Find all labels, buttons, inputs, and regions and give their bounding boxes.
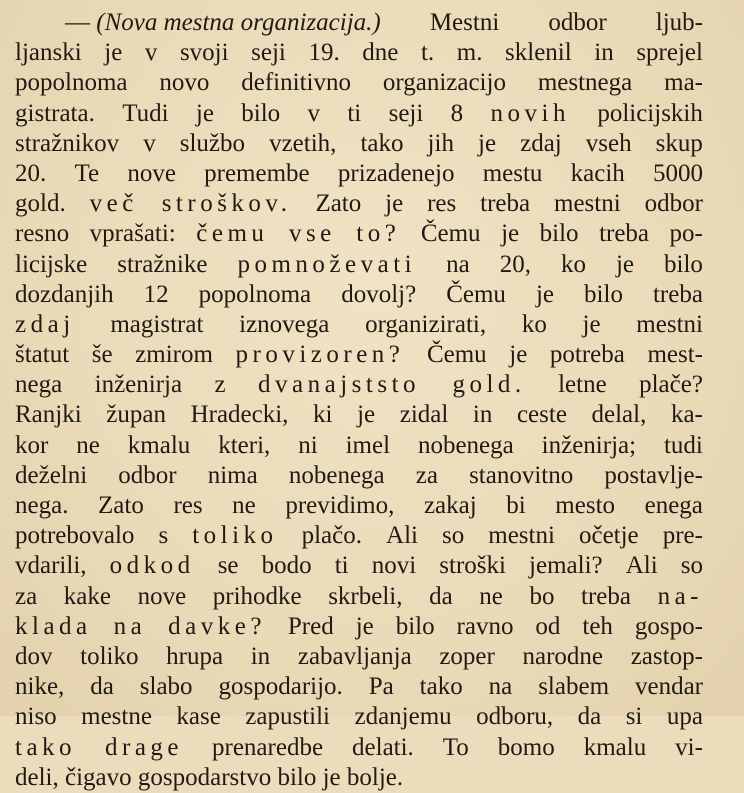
article-line: ljanski je v svoji seji 19. dne t. m. sklenil in sprejel [15, 39, 703, 67]
article-line: nega. Zato res ne previdimo, zakaj bi mesto enega [15, 492, 703, 519]
article-line: deželni odbor nima nobenega za stanovitno postavlje- [15, 461, 703, 489]
article-line: licijske stražnike pomnoževati na 20, ko je bilo [15, 250, 703, 278]
article-line: resno vprašati: čemu vse to? Čemu je bilo treba po- [15, 220, 703, 248]
article-line: kor ne kmalu kteri, ni imel nobenega inženirja; tudi [15, 431, 703, 459]
article-line: niso mestne kase zapustili zdanjemu odboru, da si upa [15, 703, 703, 731]
article-heading: — (Nova mestna organizacija.) [65, 9, 381, 36]
article-line: tako drage prenaredbe delati. To bomo kmalu vi- [15, 733, 703, 761]
article-line: za kake nove prihodke skrbeli, da ne bo treba na- [15, 582, 703, 610]
article-line: gold. več stroškov. Zato je res treba mestni odbor [15, 190, 703, 218]
article-line: zdaj magistrat iznovega organizirati, ko je mestni [15, 310, 703, 338]
article-line: nega inženirja z dvanajststo gold. letne plače? [15, 371, 703, 399]
article-line: — (Nova mestna organizacija.) Mestni odbor ljub- [15, 8, 703, 38]
article-line: klada na davke? Pred je bilo ravno od teh gospo- [15, 612, 703, 640]
article-line: gistrata. Tudi je bilo v ti seji 8 novih policijskih [15, 99, 703, 127]
article-line: štatut še zmirom provizoren? Čemu je potreba mest- [15, 341, 703, 369]
article-line: dozdanjih 12 popolnoma dovolj? Čemu je bilo treba [15, 280, 703, 308]
article-line: popolnoma novo definitivno organizacijo mestnega ma- [15, 69, 703, 97]
article-line: Ranjki župan Hradecki, ki je zidal in ceste delal, ka- [15, 401, 703, 429]
article-line: stražnikov v službo vzetih, tako jih je zdaj vseh skup [15, 129, 703, 157]
article-line: nike, da slabo gospodarijo. Pa tako na slabem vendar [15, 673, 703, 701]
article-line: dov toliko hrupa in zabavljanja zoper narodne zastop- [15, 642, 703, 670]
article-line: 20. Te nove premembe prizadenejo mestu kacih 5000 [15, 159, 703, 187]
article-column [15, 8, 703, 793]
article-line: deli, čigavo gospodarstvo bilo je bolje. [15, 763, 404, 791]
article-line: potrebovalo s toliko plačo. Ali so mestni očetje pre- [15, 522, 703, 550]
article-line: vdarili, odkod se bodo ti novi stroški jemali? Ali so [15, 552, 703, 580]
